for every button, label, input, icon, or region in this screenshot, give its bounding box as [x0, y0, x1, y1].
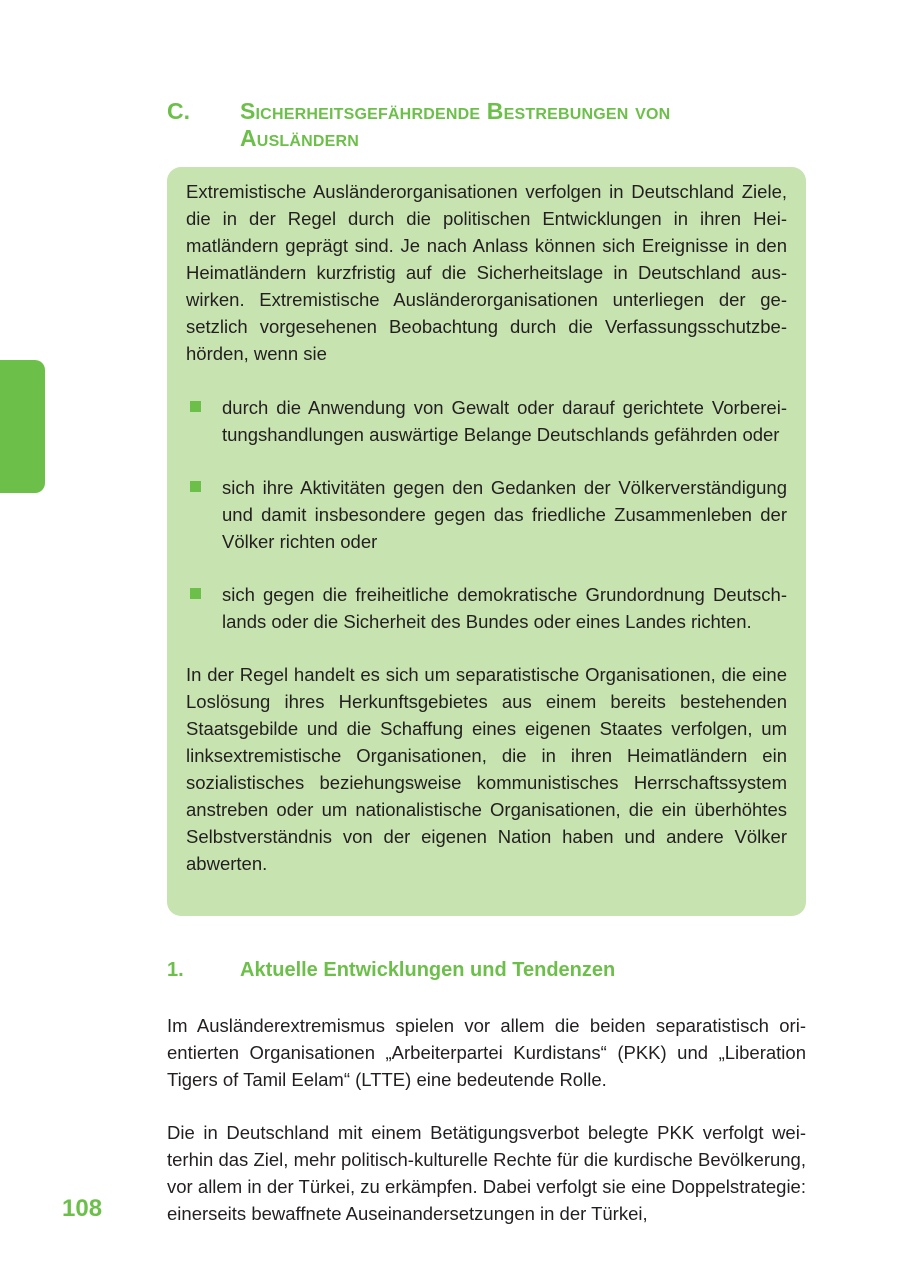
list-item: [186, 581, 787, 635]
bullet-square-icon: [190, 481, 201, 492]
subsection-title: Aktuelle Entwicklungen und Tendenzen: [240, 959, 616, 981]
chapter-tab-marker: [0, 360, 45, 493]
info-box: [167, 167, 806, 916]
list-item-text: durch die Anwendung von Gewalt oder darauf gerichtete Vorbereitungshandlungen auswärtige Belange Deutschlands gefährden oder: [222, 397, 787, 445]
info-box-closing: In der Regel handelt es sich um separatistische Organisationen, die eine Loslösung ihres Herkunftsgebietes aus einem bereits bestehenden Staatsgebilde und die Schaffung eines eigenen Staates verfolgen, um linksextremistische Organisationen, die in ihren Heimatländern ein sozialistisches beziehungsweise kommunistisches Herrschaftssystem anstreben oder um nationalistische Organisationen, die ein überhöhtes Selbstverständnis von der eigenen Nation haben und andere Völker abwerten.: [186, 664, 787, 874]
body-paragraph-1: Im Ausländerextremismus spielen vor allem die beiden separatistisch orientierten Organisationen „Arbeiterpartei Kurdistans“ (PKK) und „Liberation Tigers of Tamil Eelam“ (LTTE) eine bedeutende Rolle.: [167, 1015, 806, 1090]
bullet-square-icon: [190, 588, 201, 599]
criteria-list: [186, 394, 787, 635]
subsection-number: 1.: [167, 959, 184, 981]
list-item: [186, 474, 787, 555]
section-number: C.: [167, 98, 190, 124]
list-item: [186, 394, 787, 448]
subsection-heading: [167, 955, 807, 985]
section-heading: [167, 98, 807, 152]
page-number: 108: [62, 1195, 103, 1222]
bullet-square-icon: [190, 401, 201, 412]
section-title: [240, 98, 807, 152]
section-title-line-1: Sicherheitsgefährdende Bestrebungen von: [240, 98, 671, 124]
body-paragraph-2: Die in Deutschland mit einem Betätigungsverbot belegte PKK verfolgt weiterhin das Ziel, mehr politisch-kulturelle Rechte für die kurdische Bevölkerung, vor allem in der Türkei, zu erkämpfen. Dabei verfolgt sie eine Doppelstrategie: einerseits bewaffnete Auseinandersetzungen in der Türkei,: [167, 1122, 806, 1224]
section-title-line-2: Ausländern: [240, 125, 360, 151]
list-item-text: sich gegen die freiheitliche demokratische Grundordnung Deutschlands oder die Sicherheit des Bundes oder eines Landes richten.: [222, 584, 787, 632]
list-item-text: sich ihre Aktivitäten gegen den Gedanken der Völkerverständigung und damit insbesondere gegen das friedliche Zusammenleben der Völker richten oder: [222, 477, 787, 552]
info-box-intro: Extremistische Ausländerorganisationen verfolgen in Deutschland Ziele, die in der Regel durch die politischen Entwicklungen in ihren Heimatländern geprägt sind. Je nach Anlass können sich Ereignisse in den Heimatländern kurzfristig auf die Sicherheitslage in Deutschland auswirken. Extremistische Ausländerorganisationen unterliegen der gesetzlich vorgesehenen Beobachtung durch die Verfassungsschutzbehörden, wenn sie: [186, 181, 787, 364]
